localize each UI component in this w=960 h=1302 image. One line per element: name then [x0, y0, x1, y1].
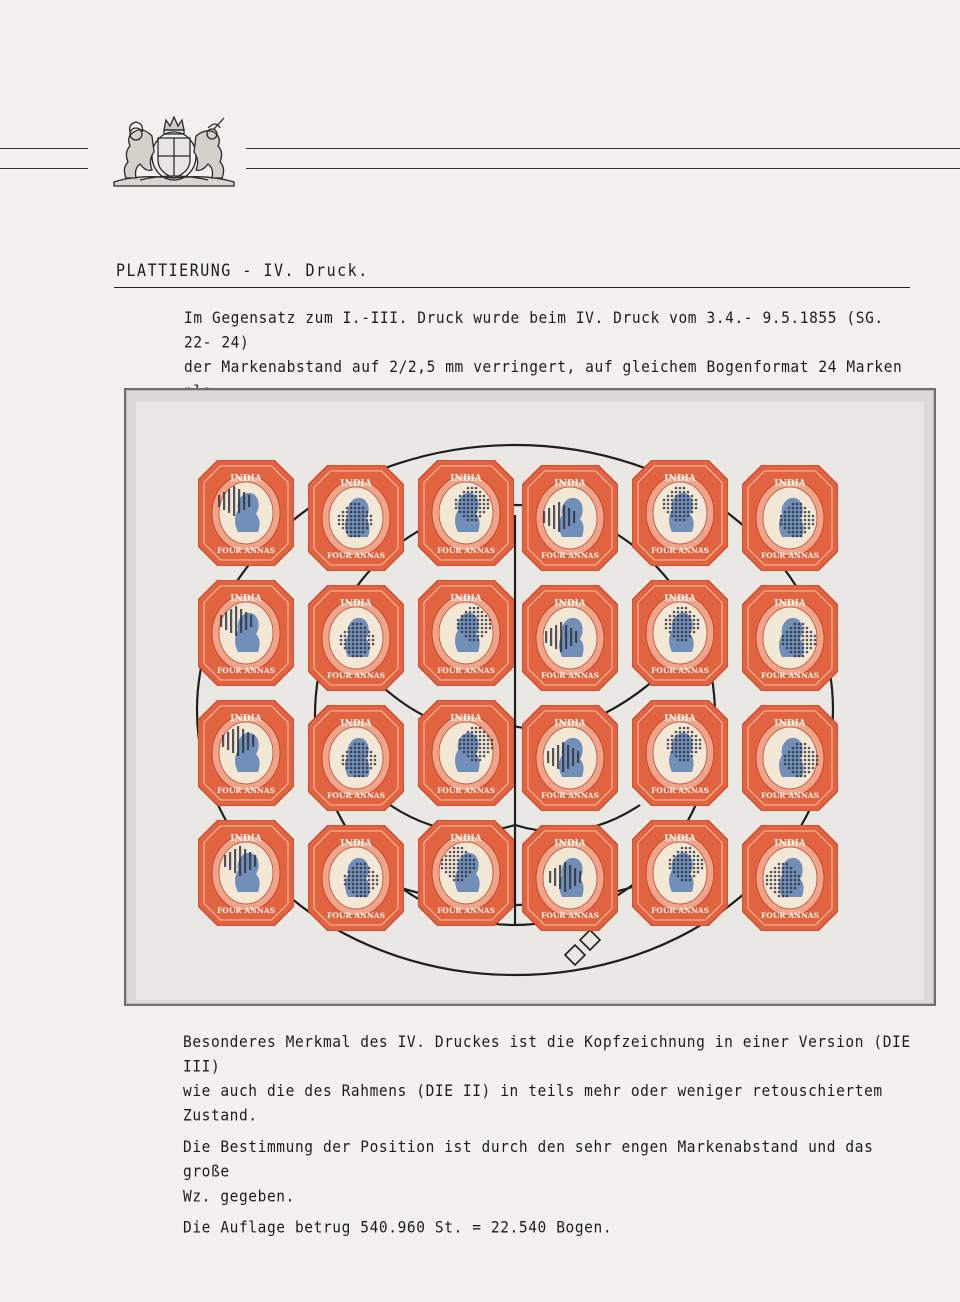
stamp: [742, 585, 838, 691]
stamp-image: [418, 460, 514, 566]
svg-text:INDIA: INDIA: [774, 599, 806, 609]
svg-text:FOUR ANNAS: FOUR ANNAS: [436, 666, 496, 675]
svg-text:INDIA: INDIA: [230, 834, 262, 844]
svg-text:FOUR ANNAS: FOUR ANNAS: [436, 906, 496, 915]
svg-text:INDIA: INDIA: [450, 714, 482, 724]
svg-text:INDIA: INDIA: [664, 474, 696, 484]
svg-text:INDIA: INDIA: [230, 474, 262, 484]
stamp-image: [308, 465, 404, 571]
stamp-image: [198, 580, 294, 686]
svg-text:FOUR ANNAS: FOUR ANNAS: [326, 551, 386, 560]
notes-line: [183, 1030, 923, 1129]
stamp-image: [742, 705, 838, 811]
stamp: [742, 825, 838, 931]
intro-line: der Markenabstand auf 2/2,5 mm verringert, auf gleichem Bogenformat 24 Marken: [184, 358, 903, 377]
royal-coat-of-arms-icon: [108, 112, 240, 188]
notes-line-3: Die Bestimmung der Position ist durch den sehr engen Markenabstand und das große: [183, 1138, 874, 1182]
stamp: [522, 705, 618, 811]
svg-text:INDIA: INDIA: [340, 839, 372, 849]
svg-text:INDIA: INDIA: [340, 599, 372, 609]
svg-text:INDIA: INDIA: [554, 839, 586, 849]
stamp: [198, 460, 294, 566]
stamp-image: [632, 580, 728, 686]
stamp-image: [418, 580, 514, 686]
stamp: [632, 700, 728, 806]
svg-text:FOUR ANNAS: FOUR ANNAS: [650, 666, 710, 675]
svg-text:INDIA: INDIA: [774, 719, 806, 729]
notes-line: [183, 1216, 923, 1241]
notes-line-2: wie auch die des Rahmens (DIE II) in teils mehr oder weniger retouschiertem Zustand.: [183, 1082, 883, 1126]
stamp: [418, 700, 514, 806]
stamp: [308, 465, 404, 571]
stamp: [308, 585, 404, 691]
svg-text:FOUR ANNAS: FOUR ANNAS: [540, 551, 600, 560]
svg-text:FOUR ANNAS: FOUR ANNAS: [760, 551, 820, 560]
notes-line: [183, 1135, 923, 1209]
svg-text:INDIA: INDIA: [774, 839, 806, 849]
svg-text:FOUR ANNAS: FOUR ANNAS: [326, 911, 386, 920]
notes-line-1: Besonderes Merkmal des IV. Druckes ist die Kopfzeichnung in einer Version (DIE III): [183, 1033, 911, 1076]
stamp-block: [200, 462, 848, 940]
top-rule-right-1: [246, 148, 960, 149]
stamp: [632, 460, 728, 566]
svg-text:FOUR ANNAS: FOUR ANNAS: [540, 911, 600, 920]
stamp: [308, 705, 404, 811]
top-rule-left-2: [0, 168, 88, 169]
stamp-image: [418, 820, 514, 926]
top-rule-right-2: [246, 168, 960, 169]
svg-text:FOUR ANNAS: FOUR ANNAS: [760, 911, 820, 920]
stamp: [308, 825, 404, 931]
svg-text:FOUR ANNAS: FOUR ANNAS: [436, 786, 496, 795]
stamp: [742, 465, 838, 571]
stamp-image: [198, 460, 294, 566]
stamp-image: [522, 705, 618, 811]
stamp-image: [198, 700, 294, 806]
svg-text:FOUR ANNAS: FOUR ANNAS: [540, 791, 600, 800]
stamp-image: [742, 585, 838, 691]
stamp: [522, 825, 618, 931]
svg-text:FOUR ANNAS: FOUR ANNAS: [650, 546, 710, 555]
svg-text:FOUR ANNAS: FOUR ANNAS: [760, 671, 820, 680]
stamp-image: [632, 820, 728, 926]
svg-text:INDIA: INDIA: [554, 719, 586, 729]
svg-text:INDIA: INDIA: [664, 594, 696, 604]
stamp-image: [198, 820, 294, 926]
svg-text:INDIA: INDIA: [340, 479, 372, 489]
svg-text:FOUR ANNAS: FOUR ANNAS: [326, 671, 386, 680]
top-rule-left-1: [0, 148, 88, 149]
svg-text:INDIA: INDIA: [664, 834, 696, 844]
stamp-image: [632, 700, 728, 806]
svg-text:INDIA: INDIA: [340, 719, 372, 729]
notes-text: [183, 1030, 923, 1247]
stamp-image: [522, 825, 618, 931]
svg-text:INDIA: INDIA: [554, 599, 586, 609]
svg-text:FOUR ANNAS: FOUR ANNAS: [216, 546, 276, 555]
notes-line-4: Wz. gegeben.: [183, 1187, 295, 1206]
notes-line-5: Die Auflage betrug 540.960 St. = 22.540 Bogen.: [183, 1219, 613, 1238]
stamp-image: [522, 465, 618, 571]
svg-text:FOUR ANNAS: FOUR ANNAS: [436, 546, 496, 555]
svg-text:FOUR ANNAS: FOUR ANNAS: [216, 786, 276, 795]
stamp-image: [308, 825, 404, 931]
stamp: [198, 820, 294, 926]
svg-text:FOUR ANNAS: FOUR ANNAS: [216, 666, 276, 675]
svg-text:INDIA: INDIA: [230, 594, 262, 604]
svg-text:FOUR ANNAS: FOUR ANNAS: [216, 906, 276, 915]
heading-underline: [114, 287, 910, 288]
stamp: [418, 820, 514, 926]
svg-text:INDIA: INDIA: [664, 714, 696, 724]
svg-text:FOUR ANNAS: FOUR ANNAS: [760, 791, 820, 800]
svg-text:INDIA: INDIA: [450, 834, 482, 844]
svg-text:INDIA: INDIA: [554, 479, 586, 489]
stamp: [632, 580, 728, 686]
stamp: [418, 460, 514, 566]
stamp-image: [742, 825, 838, 931]
svg-text:FOUR ANNAS: FOUR ANNAS: [650, 906, 710, 915]
svg-text:INDIA: INDIA: [450, 594, 482, 604]
stamp-image: [522, 585, 618, 691]
stamp: [198, 580, 294, 686]
svg-text:INDIA: INDIA: [774, 479, 806, 489]
stamp-image: [418, 700, 514, 806]
svg-text:FOUR ANNAS: FOUR ANNAS: [326, 791, 386, 800]
stamp: [522, 465, 618, 571]
svg-text:FOUR ANNAS: FOUR ANNAS: [650, 786, 710, 795]
stamp-image: [308, 705, 404, 811]
stamp: [198, 700, 294, 806]
stamp: [632, 820, 728, 926]
stamp: [742, 705, 838, 811]
stamp-image: [308, 585, 404, 691]
svg-text:FOUR ANNAS: FOUR ANNAS: [540, 671, 600, 680]
stamp: [418, 580, 514, 686]
svg-text:INDIA: INDIA: [450, 474, 482, 484]
stamp: [522, 585, 618, 691]
intro-line: Im Gegensatz zum I.-III. Druck wurde beim IV. Druck vom 3.4.- 9.5.1855 (SG. 22- 24): [184, 309, 884, 352]
svg-text:INDIA: INDIA: [230, 714, 262, 724]
stamp-image: [632, 460, 728, 566]
stamp-image: [742, 465, 838, 571]
page-heading: PLATTIERUNG - IV. Druck.: [116, 260, 369, 281]
